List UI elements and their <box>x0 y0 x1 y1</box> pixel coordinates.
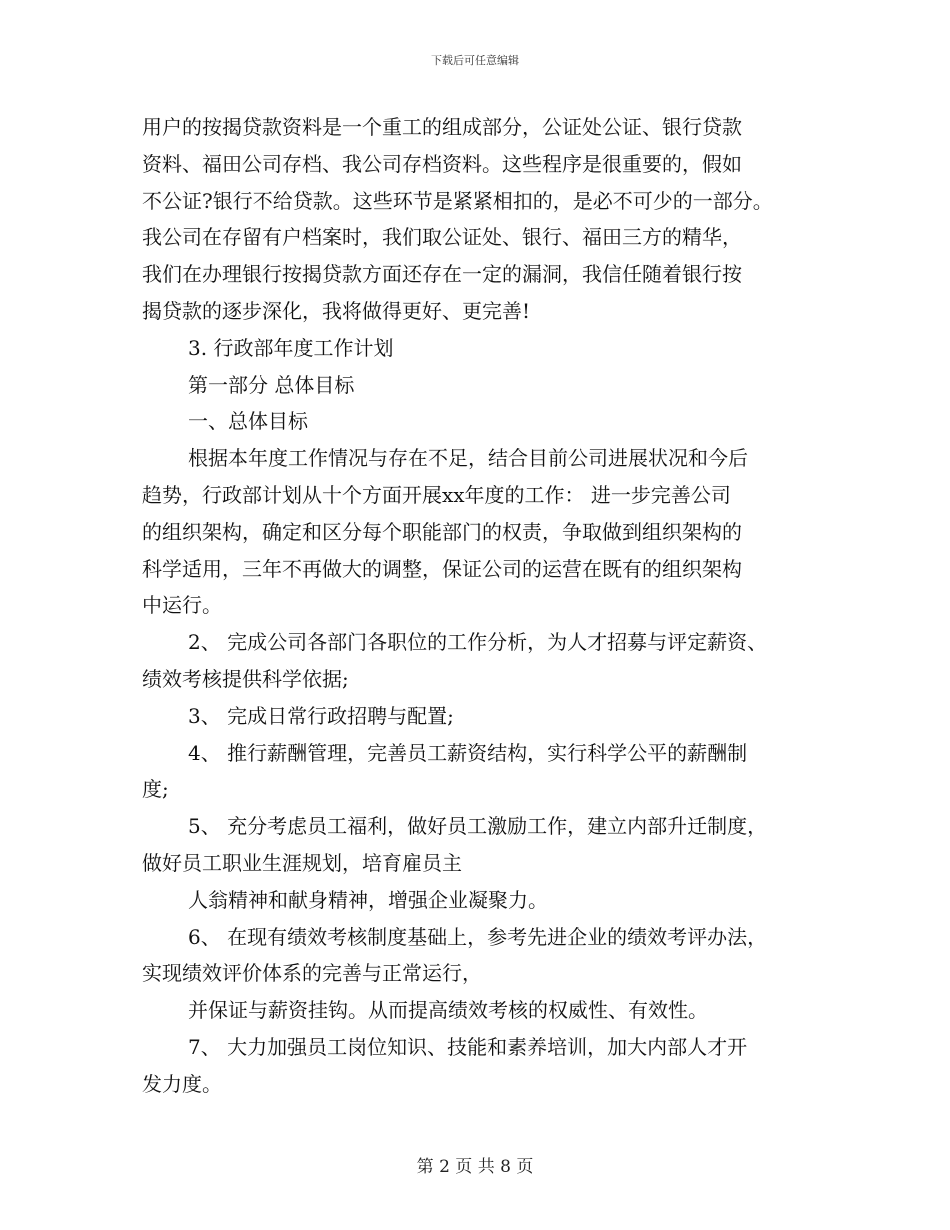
text-line: 揭贷款的逐步深化，我将做得更好、更完善! <box>142 298 531 323</box>
text-line: 3、 完成日常行政招聘与配置; <box>188 703 454 728</box>
text-line: 一、总体目标 <box>188 409 308 434</box>
text-line: 我公司在存留有户档案时，我们取公证处、银行、福田三方的精华， <box>142 225 742 250</box>
text-line: 4、 推行薪酬管理，完善员工薪资结构，实行科学公平的薪酬制 <box>188 740 748 765</box>
text-line: 5、 充分考虑员工福利，做好员工激励工作，建立内部升迁制度， <box>188 814 768 839</box>
text-line: 度; <box>142 777 169 802</box>
text-line: 用户的按揭贷款资料是一个重工的组成部分，公证处公证、银行贷款 <box>142 115 742 139</box>
text-line: 人翁精神和献身精神，增强企业凝聚力。 <box>188 887 548 912</box>
text-line: 中运行。 <box>142 593 222 618</box>
text-line: 资料、福田公司存档、我公司存档资料。这些程序是很重要的，假如 <box>142 151 742 176</box>
text-line: 发力度。 <box>142 1071 222 1096</box>
text-line: 根据本年度工作情况与存在不足，结合目前公司进展状况和今后 <box>188 446 748 471</box>
text-line: 不公证?银行不给贷款。这些环节是紧紧相扣的，是必不可少的一部分。 <box>142 188 773 213</box>
document-body <box>142 109 832 1103</box>
text-line: 2、 完成公司各部门各职位的工作分析，为人才招募与评定薪资、 <box>188 630 768 655</box>
text-line: 6、 在现有绩效考核制度基础上，参考先进企业的绩效考评办法， <box>188 924 768 949</box>
text-line: 7、 大力加强员工岗位知识、技能和素养培训，加大内部人才开 <box>188 1034 748 1059</box>
text-line: 科学适用，三年不再做大的调整，保证公司的运营在既有的组织架构 <box>142 556 742 581</box>
text-line: 我们在办理银行按揭贷款方面还存在一定的漏洞，我信任随着银行按 <box>142 262 742 287</box>
text-line: 并保证与薪资挂钩。从而提高绩效考核的权威性、有效性。 <box>188 998 708 1023</box>
text-line: 第一部分 总体目标 <box>188 372 355 397</box>
text-line: 的组织架构，确定和区分每个职能部门的权责，争取做到组织架构的 <box>142 519 742 544</box>
page-number: 第 2 页 共 8 页 <box>416 1157 534 1177</box>
text-line: 3. 行政部年度工作计划 <box>188 335 394 360</box>
text-line: 实现绩效评价体系的完善与正常运行， <box>142 961 482 986</box>
text-line: 做好员工职业生涯规划，培育雇员主 <box>142 850 462 875</box>
text-line: 趋势，行政部计划从十个方面开展xx年度的工作： 进一步完善公司 <box>142 482 731 507</box>
text-line: 绩效考核提供科学依据; <box>142 666 349 691</box>
page-header: 下载后可任意编辑 <box>431 54 519 67</box>
